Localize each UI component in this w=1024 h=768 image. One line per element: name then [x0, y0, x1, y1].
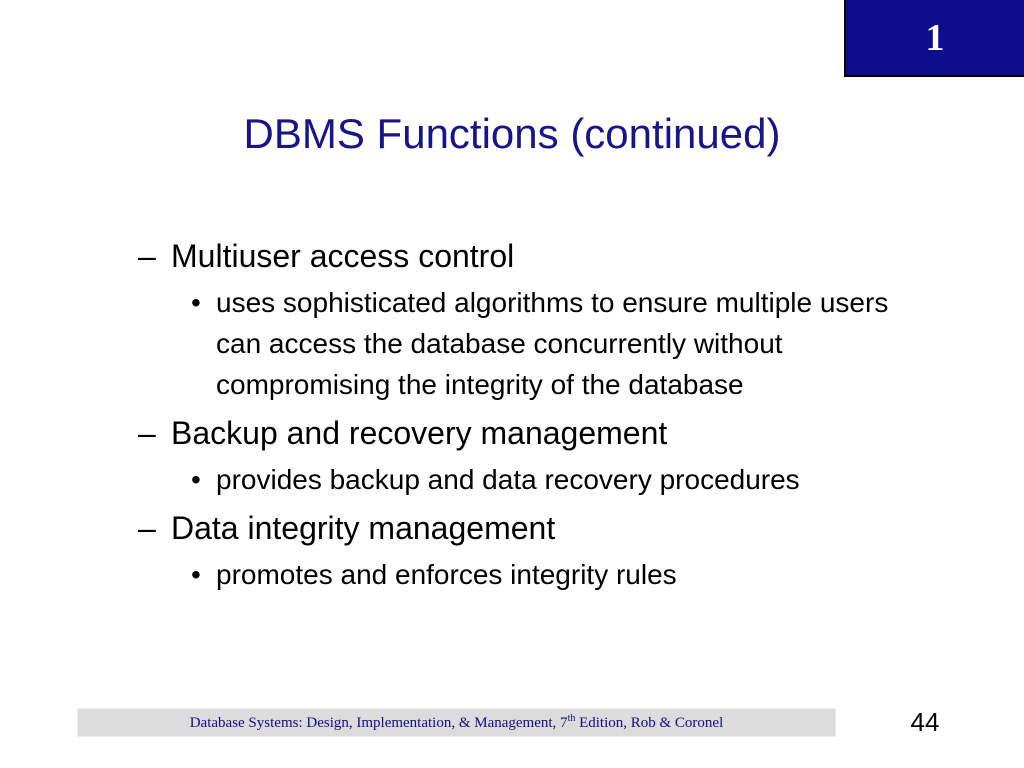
- slide-title: DBMS Functions (continued): [243, 110, 781, 157]
- page-number: 44: [910, 707, 940, 737]
- dash-marker: –: [138, 238, 156, 274]
- dash-marker: –: [138, 510, 156, 546]
- sub-list-item-text: uses sophisticated algorithms to ensure multiple users can access the database concurrently without compromising the integrity of the database: [216, 287, 889, 400]
- sub-list-item: [183, 459, 936, 500]
- list-item-text: Multiuser access control: [171, 238, 515, 274]
- dash-marker: –: [138, 415, 156, 451]
- bullet-marker: •: [191, 559, 201, 590]
- list-item-integrity: [138, 508, 938, 548]
- slide-body: [138, 230, 938, 603]
- sub-list-item-text: provides backup and data recovery procedures: [216, 464, 800, 495]
- chapter-number-badge: 1: [844, 0, 1024, 77]
- footer-citation: [77, 708, 836, 737]
- sub-list-item: [183, 554, 936, 595]
- footer-text: Database Systems: Design, Implementation, & Management, 7: [189, 715, 568, 731]
- footer-superscript: th: [567, 713, 576, 724]
- list-item-text: Backup and recovery management: [171, 415, 668, 451]
- footer-text-end: Edition, Rob & Coronel: [575, 715, 724, 731]
- bullet-marker: •: [191, 464, 201, 495]
- sub-list-item: [183, 282, 936, 405]
- bullet-marker: •: [191, 287, 201, 318]
- list-item-text: Data integrity management: [171, 510, 556, 546]
- sub-list-item-text: promotes and enforces integrity rules: [216, 559, 677, 590]
- list-item-multiuser: [138, 236, 938, 276]
- list-item-backup: [138, 413, 938, 453]
